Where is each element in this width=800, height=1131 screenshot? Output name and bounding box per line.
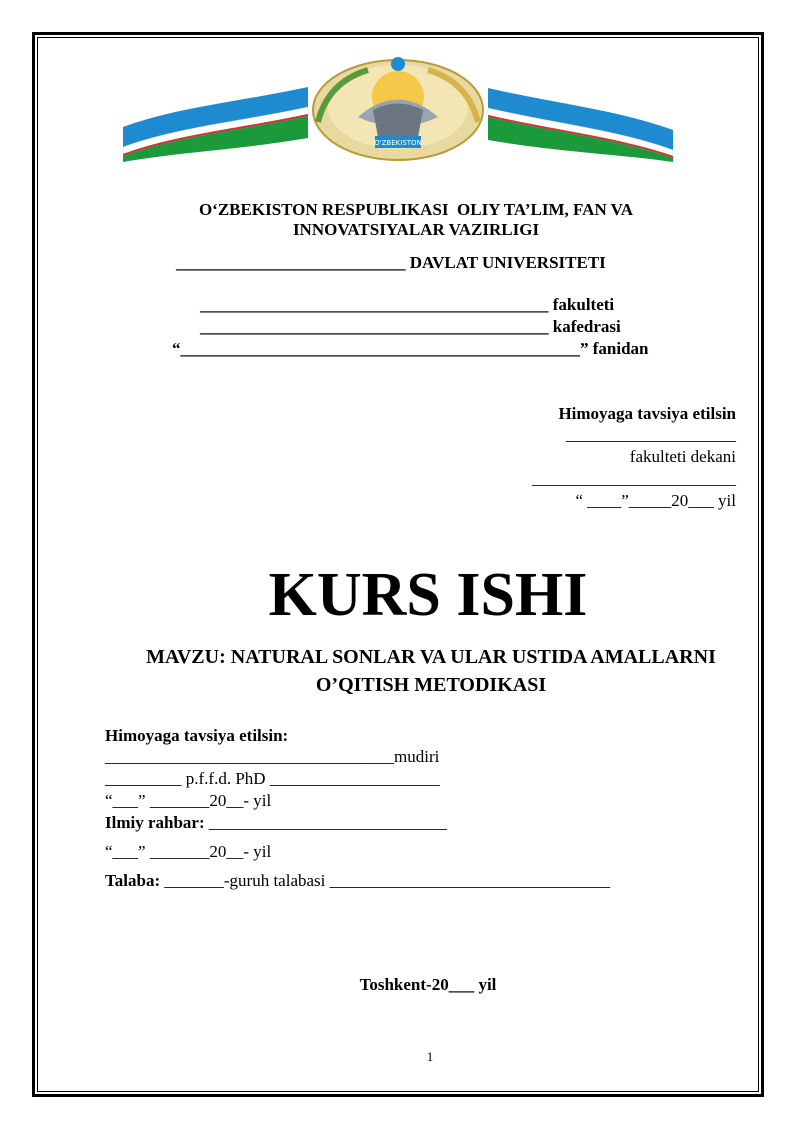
advisor-row xyxy=(105,813,447,833)
topic-line-1: MAVZU: NATURAL SONLAR VA ULAR USTIDA AMALLARNI xyxy=(146,646,716,668)
student-label: Talaba: xyxy=(105,871,161,890)
subject-line: “_______________________________________________” fanidan xyxy=(172,339,649,358)
approval-bottom-heading: Himoyaga tavsiya etilsin: xyxy=(105,726,289,745)
approval-top-date: “ ____”_____20___ yil xyxy=(575,491,736,510)
advisor-signature-line: ____________________________ xyxy=(204,813,447,832)
student-row xyxy=(105,871,610,891)
state-emblem-flag-image xyxy=(118,52,678,162)
approval-top-signature-line: ____________________ xyxy=(566,425,736,444)
department-line: _________________________________________ kafedrasi xyxy=(200,317,621,336)
svg-text:O'ZBEKISTON: O'ZBEKISTON xyxy=(374,139,422,147)
document-title: KURS ISHI xyxy=(268,561,588,629)
head-of-department-line: __________________________________mudiri xyxy=(105,747,440,766)
dean-label: fakulteti dekani xyxy=(629,447,736,466)
approval-top-line-2: ________________________ xyxy=(532,469,736,488)
city-year: Toshkent-20___ yil xyxy=(359,975,497,994)
approval-date-1: “___” _______20__- yil xyxy=(105,791,272,810)
university-line: ___________________________ DAVLAT UNIVERSITETI xyxy=(176,253,606,272)
page-number: 1 xyxy=(426,1049,434,1064)
advisor-label: Ilmiy rahbar: xyxy=(105,813,205,832)
ministry-line-1: O‘ZBEKISTON RESPUBLIKASI OLIY TA’LIM, FAN VA xyxy=(198,200,634,219)
student-group-line: _______-guruh talabasi _________________________________ xyxy=(160,871,611,890)
approval-date-2: “___” _______20__- yil xyxy=(105,842,272,861)
approval-top-heading: Himoyaga tavsiya etilsin xyxy=(558,404,736,423)
phd-line: _________ p.f.f.d. PhD ____________________ xyxy=(105,769,440,788)
faculty-line: _________________________________________ fakulteti xyxy=(200,295,615,314)
ministry-line-2: INNOVATSIYALAR VAZIRLIGI xyxy=(292,220,540,239)
topic-line-2: O’QITISH METODIKASI xyxy=(315,674,547,696)
